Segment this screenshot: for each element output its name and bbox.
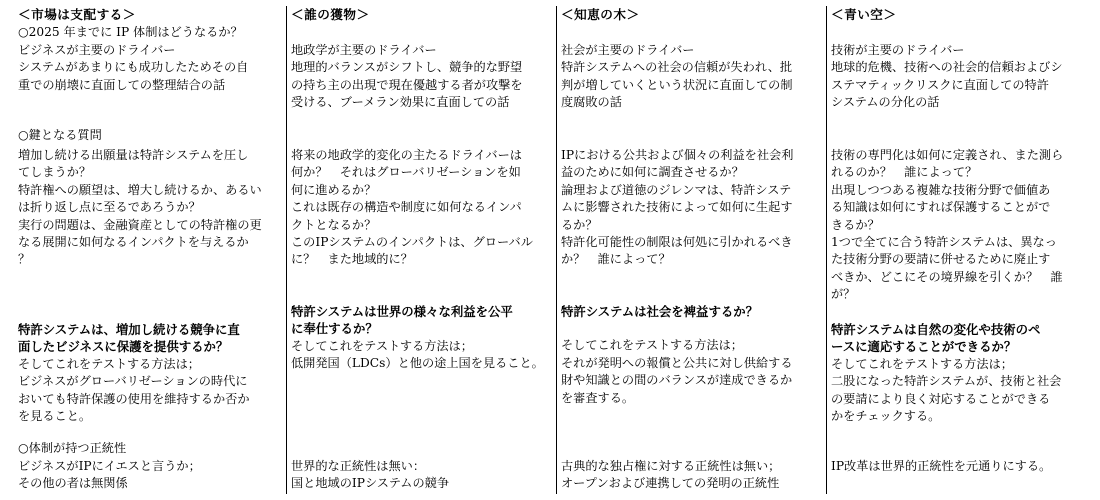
text-line: そしてこれをテストする方法は； — [18, 356, 200, 371]
text-line: かをチェックする。 — [831, 409, 941, 424]
section-title-legitimacy: ○体制が持つ正統性 — [18, 440, 126, 457]
text-line: 特許化可能性の制限は何処に引かれるべき — [561, 235, 793, 250]
text-line: 判が増していくという状況に直面しての制 — [561, 77, 793, 92]
text-line: ビジネスが主要のドライバー — [18, 43, 176, 57]
text-line: 技術が主要のドライバー — [831, 43, 965, 57]
text-line: 財や知識との間のバランスが達成できるか — [561, 373, 793, 388]
text-line: システムがあまりにも成功したためその自 — [18, 60, 249, 75]
text-line: た技術分野の要請に併せるために廃止す — [831, 252, 1051, 267]
test-question: 特許システムは、増加し続ける競争に直 — [18, 322, 240, 337]
text-line: 特許権への願望は、増大し続けるか、あるい — [18, 182, 262, 197]
test-question: 面したビジネスに保護を提供するか？ — [18, 339, 229, 355]
questions-text — [18, 147, 280, 269]
text-line: ムに影響された技術によって如何に生起す — [561, 200, 793, 215]
text-line: おいても特許保護の使用を維持するか否か — [18, 391, 250, 406]
text-line: そしてこれをテストする方法は； — [561, 338, 743, 353]
text-line: 何に進めるか？ — [291, 182, 377, 197]
text-line: 地理的バランスがシフトし、競争的な野望 — [291, 60, 523, 75]
driver-text — [831, 42, 1086, 112]
text-line: る知識は如何にすれば保護することがで — [831, 200, 1051, 215]
text-line: が？ — [831, 287, 856, 302]
column-header: ＜市場は支配する＞ — [18, 7, 136, 22]
test-section — [18, 321, 280, 425]
text-line: 論理および道徳のジレンマは、特許システ — [561, 182, 792, 197]
driver-text — [561, 42, 822, 112]
column-header: ＜青い空＞ — [831, 7, 897, 22]
test-question: 特許システムは社会を裨益するか？ — [561, 304, 759, 319]
text-line: クトとなるか？ — [291, 217, 377, 232]
text-line: てしまうか？ — [18, 165, 92, 180]
test-question: に奉仕するか？ — [291, 321, 378, 337]
text-line: るか？ — [561, 217, 598, 232]
legitimacy-text — [18, 458, 280, 493]
text-line: 地球的危機、技術への社会的信頼およびシ — [831, 60, 1063, 75]
text-line: 1つで全てに合う特許システムは、異なっ — [831, 235, 1057, 250]
legitimacy-text — [291, 458, 552, 493]
column-market-rules — [14, 6, 282, 494]
text-line: 実行の問題は、金融資産としての特許権の更 — [18, 217, 262, 232]
section-title-ip-regime: ○2025 年までに IP 体制はどうなるか？ — [18, 24, 243, 41]
text-line: IP改革は世界的正統性を元通りにする。 — [831, 459, 1052, 473]
text-line: IPにおける公共および個々の利益を社会利 — [561, 148, 794, 162]
test-section — [291, 303, 552, 373]
test-question: ースに適応することができるか？ — [831, 339, 1017, 355]
text-line: 増加し続ける出願量は特許システムを圧し — [18, 148, 249, 162]
text-line: ビジネスがIPにイエスと言うか； — [18, 459, 201, 473]
text-line: 何か？ それはグローバリゼーションを如 — [291, 165, 521, 180]
text-line: 受ける、ブーメラン効果に直面しての話 — [291, 95, 510, 110]
text-line: 社会が主要のドライバー — [561, 43, 695, 57]
text-line: 古典的な独占権に対する正統性は無い； — [561, 459, 781, 473]
text-line: このIPシステムのインパクトは、グローバル — [291, 235, 533, 250]
text-line: オープンおよび連携しての発明の正統性 — [561, 476, 780, 491]
legitimacy-text — [561, 458, 822, 493]
column-whose-game — [286, 6, 554, 494]
text-line: を審査する。 — [561, 390, 635, 405]
questions-text — [831, 147, 1086, 304]
text-line: きるか？ — [831, 217, 880, 232]
text-line: これは既存の構造や制度に如何なるインパ — [291, 200, 522, 215]
column-header: ＜知恵の木＞ — [561, 7, 640, 22]
text-line: そしてこれをテストする方法は； — [831, 356, 1013, 371]
test-question: 特許システムは自然の変化や技術のペ — [831, 322, 1041, 337]
text-line: 国と地域のIPシステムの競争 — [291, 476, 450, 491]
driver-text — [291, 42, 552, 112]
legitimacy-text — [831, 458, 1086, 475]
text-line: の持ち主の出現で現在優越する者が攻撃を — [291, 77, 523, 92]
text-line: に？ また地域的に？ — [291, 252, 413, 267]
test-section — [561, 303, 822, 407]
column-header: ＜誰の獲物＞ — [291, 7, 370, 22]
text-line: 将来の地政学的変化の主たるドライバーは — [291, 148, 522, 162]
text-line: 益のために如何に調査させるか？ — [561, 165, 744, 180]
text-line: なる展開に如何なるインパクトを与えるか — [18, 235, 249, 250]
text-line: それが発明への報償と公共に対し供給する — [561, 355, 793, 370]
text-line: 技術の専門化は如何に定義され、また測ら — [831, 148, 1064, 162]
driver-text — [18, 42, 280, 94]
text-line: 重での崩壊に直面しての整理結合の話 — [18, 77, 226, 92]
text-line: べきか、どこにその境界線を引くか？ 誰 — [831, 269, 1063, 284]
column-blue-sky — [826, 6, 1088, 494]
text-line: ？ — [18, 252, 31, 267]
spacer — [561, 320, 822, 337]
questions-text — [291, 147, 552, 269]
text-line: システムの分化の話 — [831, 95, 940, 110]
text-line: 世界的な正統性は無い： — [291, 459, 426, 473]
text-line: か？ 誰によって？ — [561, 252, 671, 267]
text-line: そしてこれをテストする方法は； — [291, 338, 473, 353]
text-line: れるのか？ 誰によって？ — [831, 165, 978, 180]
text-line: その他の者は無関係 — [18, 476, 128, 491]
text-line: 低開発国（LDCs）と他の途上国を見ること。 — [291, 356, 544, 371]
text-line: を見ること。 — [18, 409, 92, 424]
text-line: 出現しつつある複雑な技術分野で価値あ — [831, 182, 1051, 197]
text-line: 特許システムへの社会の信頼が失われ、批 — [561, 60, 793, 75]
text-line: 二股になった特許システムが、技術と社会 — [831, 374, 1062, 389]
text-line: 地政学が主要のドライバー — [291, 43, 437, 57]
text-line: は折り返し点に至るであろうか？ — [18, 200, 201, 215]
test-section — [831, 321, 1086, 425]
section-title-key-questions: ○鍵となる質問 — [18, 127, 102, 144]
test-question: 特許システムは世界の様々な利益を公平 — [291, 304, 513, 319]
text-line: 度腐敗の話 — [561, 95, 622, 110]
questions-text — [561, 147, 822, 269]
text-line: ビジネスがグローバリゼーションの時代に — [18, 374, 248, 389]
column-tree-of-wisdom — [556, 6, 824, 494]
text-line: の要請により良く対応することができる — [831, 391, 1051, 406]
text-line: ステマティックリスクに直面しての特許 — [831, 77, 1049, 92]
